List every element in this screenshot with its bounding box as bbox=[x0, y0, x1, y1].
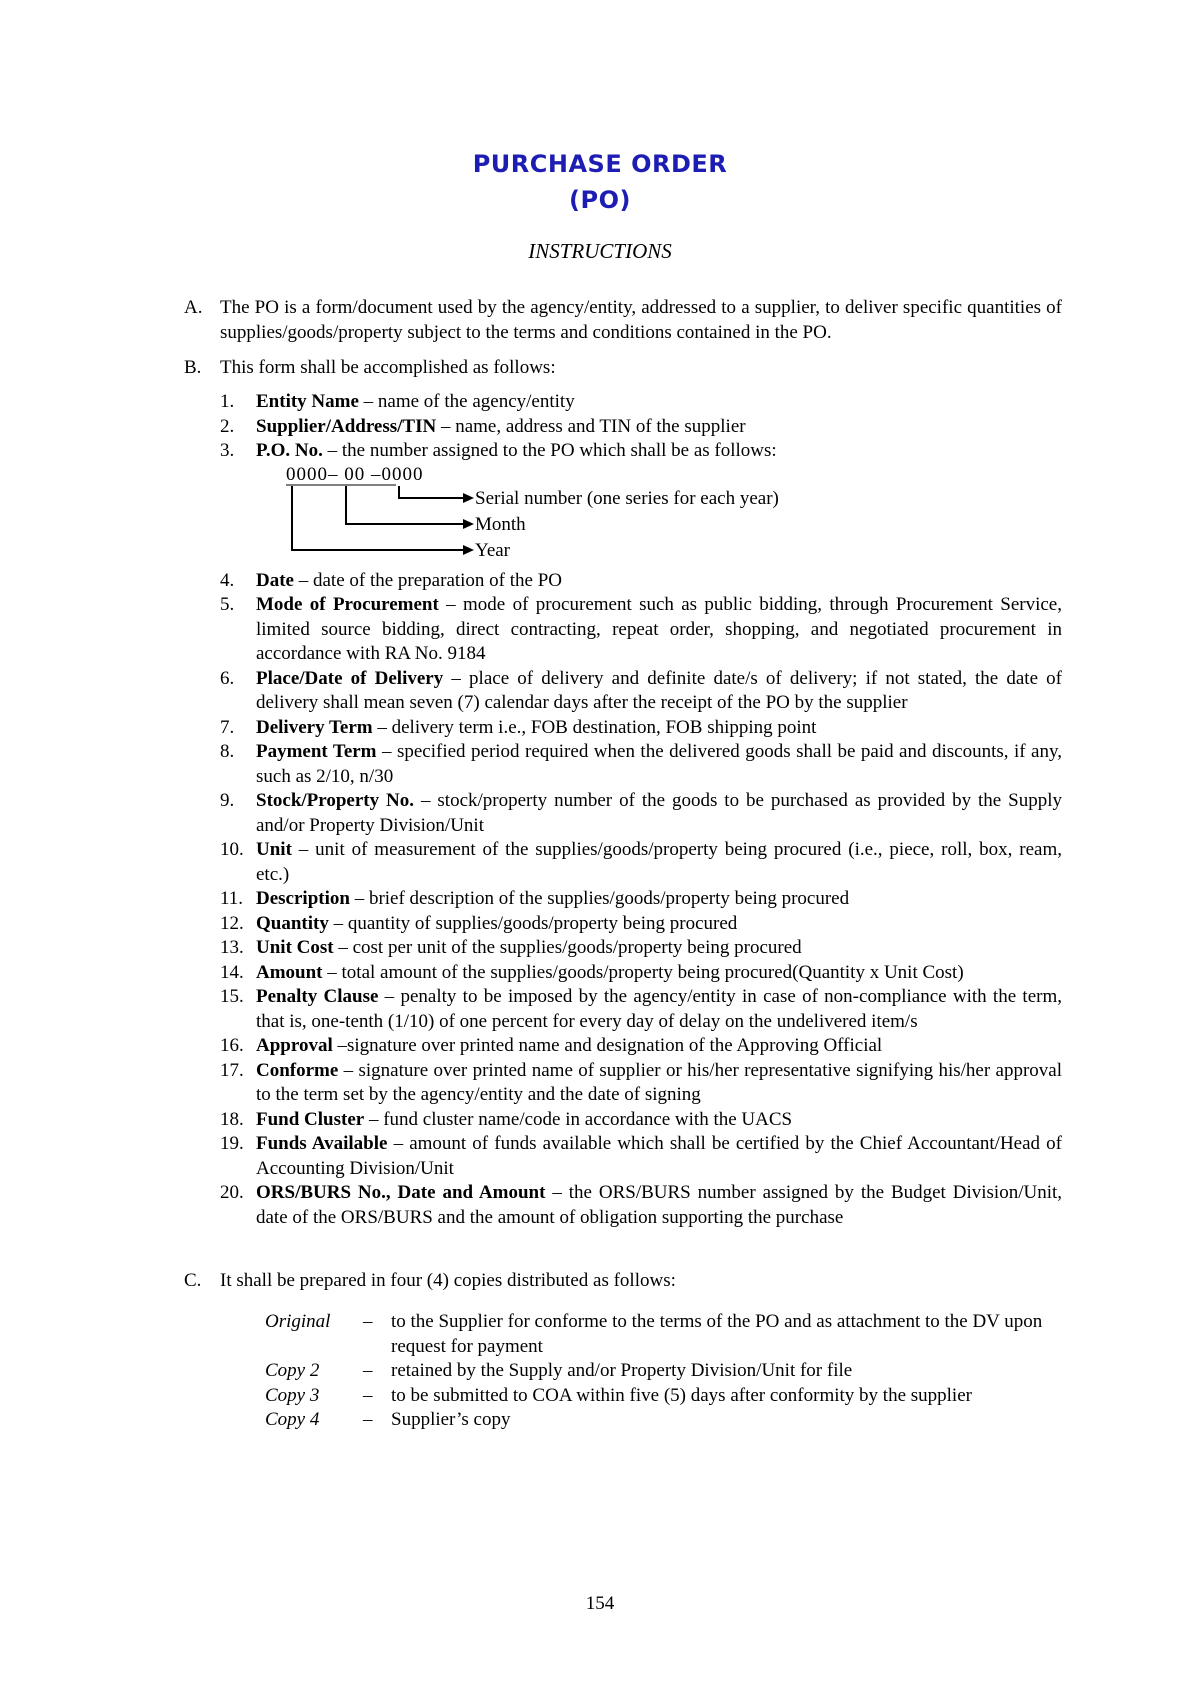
item-description: – unit of measurement of the supplies/goods/property being procured (i.e., piece, roll, box, ream, etc.) bbox=[256, 839, 1062, 885]
item-number: 2. bbox=[220, 415, 235, 437]
item-description: – name of the agency/entity bbox=[358, 391, 575, 412]
item-description: – place of delivery and definite date/s of delivery; if not stated, the date of delivery shall mean seven (7) calendar days after the receipt of the PO by the supplier bbox=[256, 667, 1062, 713]
list-item bbox=[220, 569, 1062, 594]
list-item bbox=[220, 789, 1062, 838]
copy-dash: – bbox=[363, 1311, 373, 1332]
item-description: – delivery term i.e., FOB destination, FOB shipping point bbox=[372, 716, 817, 738]
serial-arrow-head bbox=[463, 493, 474, 503]
copy-row bbox=[265, 1408, 1065, 1433]
list-item bbox=[220, 1108, 1062, 1133]
copy-name: Original bbox=[265, 1311, 331, 1332]
item-term: ORS/BURS No., Date and Amount bbox=[256, 1182, 546, 1203]
item-description: – mode of procurement such as public bidding, through Procurement Service, limited source bidding, direct contracting, repeat order, shopping, and negotiated procurement in accordance with RA No. 9184 bbox=[256, 594, 1062, 664]
item-term: Quantity bbox=[256, 912, 329, 934]
po-number-format-diagram bbox=[220, 464, 1062, 569]
page-title-abbreviation: (PO) bbox=[569, 186, 631, 214]
item-description: – total amount of the supplies/goods/property being procured(Quantity x Unit Cost) bbox=[322, 961, 964, 983]
list-item bbox=[220, 593, 1062, 667]
copy-dash: – bbox=[363, 1360, 373, 1381]
item-term: Conforme bbox=[256, 1059, 339, 1081]
section-b-letter: B. bbox=[184, 357, 202, 378]
item-term: Funds Available bbox=[256, 1133, 388, 1154]
list-item bbox=[220, 667, 1062, 716]
po-number-arrows bbox=[220, 464, 1062, 569]
po-number-code: 0000– 00 –0000 bbox=[286, 463, 424, 485]
item-term: Date bbox=[256, 569, 294, 591]
item-term: Unit bbox=[256, 839, 292, 860]
item-number: 1. bbox=[220, 391, 235, 412]
item-number: 7. bbox=[220, 716, 235, 738]
list-item bbox=[220, 439, 1062, 464]
item-number: 17. bbox=[220, 1059, 244, 1081]
copy-name: Copy 3 bbox=[265, 1384, 320, 1406]
item-description: – stock/property number of the goods to be purchased as provided by the Supply and/or Property Division/Unit bbox=[256, 790, 1062, 836]
item-description: – amount of funds available which shall be certified by the Chief Accountant/Head of Accounting Division/Unit bbox=[256, 1133, 1062, 1179]
item-number: 18. bbox=[220, 1108, 244, 1130]
item-term: Delivery Term bbox=[256, 716, 373, 738]
item-description: – the number assigned to the PO which shall be as follows: bbox=[322, 440, 777, 461]
copy-row bbox=[265, 1384, 1065, 1409]
year-arrow-line bbox=[292, 486, 464, 550]
item-description: –signature over printed name and designation of the Approving Official bbox=[332, 1035, 883, 1056]
item-number: 4. bbox=[220, 569, 235, 591]
list-item bbox=[220, 912, 1062, 937]
item-number: 20. bbox=[220, 1182, 244, 1203]
item-description: – date of the preparation of the PO bbox=[293, 569, 563, 591]
item-number: 15. bbox=[220, 986, 244, 1007]
copy-dash: – bbox=[363, 1409, 373, 1430]
item-term: Amount bbox=[256, 961, 323, 983]
item-term: Supplier/Address/TIN bbox=[256, 415, 437, 437]
item-number: 12. bbox=[220, 912, 244, 934]
serial-arrow-line bbox=[399, 486, 464, 498]
page-title: PURCHASE ORDER bbox=[472, 150, 728, 178]
copy-description: to be submitted to COA within five (5) days after conformity by the supplier bbox=[391, 1384, 972, 1406]
instructions-heading: INSTRUCTIONS bbox=[528, 239, 672, 263]
item-term: Description bbox=[256, 888, 350, 909]
year-label: Year bbox=[475, 539, 511, 561]
item-number: 8. bbox=[220, 741, 235, 762]
list-item bbox=[220, 1059, 1062, 1108]
list-item bbox=[220, 390, 1062, 415]
list-item bbox=[220, 936, 1062, 961]
section-a-letter: A. bbox=[184, 297, 203, 318]
copy-name: Copy 2 bbox=[265, 1360, 320, 1381]
copy-description: Supplier’s copy bbox=[391, 1409, 511, 1430]
section-a-text: The PO is a form/document used by the agency/entity, addressed to a supplier, to deliver specific quantities of supplies/goods/property subject to the terms and conditions contained in the PO. bbox=[220, 297, 1062, 343]
copy-description: to the Supplier for conforme to the terms of the PO and as attachment to the DV upon request for payment bbox=[391, 1311, 1043, 1357]
item-description: – cost per unit of the supplies/goods/property being procured bbox=[333, 937, 802, 958]
month-label: Month bbox=[475, 513, 526, 535]
section-c-text: It shall be prepared in four (4) copies distributed as follows: bbox=[220, 1270, 676, 1291]
item-term: Mode of Procurement bbox=[256, 594, 439, 615]
item-description: – fund cluster name/code in accordance with the UACS bbox=[364, 1108, 793, 1130]
list-item bbox=[220, 415, 1062, 440]
list-item bbox=[220, 740, 1062, 789]
item-number: 9. bbox=[220, 790, 235, 811]
item-term: Unit Cost bbox=[256, 937, 334, 958]
list-item bbox=[220, 887, 1062, 912]
item-number: 10. bbox=[220, 839, 244, 860]
item-description: – name, address and TIN of the supplier bbox=[436, 415, 746, 437]
list-item bbox=[220, 1034, 1062, 1059]
item-number: 5. bbox=[220, 594, 235, 615]
list-item bbox=[220, 985, 1062, 1034]
section-b-text: This form shall be accomplished as follows: bbox=[220, 357, 556, 378]
item-description: – specified period required when the delivered goods shall be paid and discounts, if any, such as 2/10, n/30 bbox=[256, 741, 1062, 787]
copy-description: retained by the Supply and/or Property Division/Unit for file bbox=[391, 1360, 853, 1381]
item-description: – quantity of supplies/goods/property being procured bbox=[328, 912, 738, 934]
page-number: 154 bbox=[585, 1593, 615, 1614]
list-item bbox=[220, 1132, 1062, 1181]
item-number: 6. bbox=[220, 667, 235, 689]
section-c-letter: C. bbox=[184, 1270, 202, 1291]
item-number: 3. bbox=[220, 440, 235, 461]
copy-dash: – bbox=[363, 1384, 373, 1406]
item-description: – brief description of the supplies/goods/property being procured bbox=[349, 888, 850, 909]
item-term: Payment Term bbox=[256, 741, 377, 762]
year-arrow-head bbox=[463, 545, 474, 555]
item-term: Place/Date of Delivery bbox=[256, 667, 444, 689]
item-number: 14. bbox=[220, 961, 244, 983]
list-item bbox=[220, 838, 1062, 887]
item-description: – the ORS/BURS number assigned by the Budget Division/Unit, date of the ORS/BURS and the amount of obligation supporting the purchase bbox=[256, 1182, 1063, 1228]
copy-row bbox=[265, 1359, 1065, 1384]
item-number: 11. bbox=[220, 888, 244, 909]
month-arrow-head bbox=[463, 519, 474, 529]
month-arrow-line bbox=[346, 486, 464, 524]
item-number: 16. bbox=[220, 1035, 244, 1056]
copies-distribution bbox=[265, 1310, 1065, 1433]
copy-name: Copy 4 bbox=[265, 1409, 320, 1430]
list-item bbox=[220, 716, 1062, 741]
serial-number-label: Serial number (one series for each year) bbox=[475, 487, 779, 509]
list-item bbox=[220, 961, 1062, 986]
instruction-list bbox=[220, 390, 1062, 1230]
copy-row bbox=[265, 1310, 1065, 1359]
item-number: 13. bbox=[220, 937, 244, 958]
item-term: Entity Name bbox=[256, 391, 359, 412]
item-term: Approval bbox=[256, 1035, 333, 1056]
item-term: P.O. No. bbox=[256, 440, 323, 461]
item-description: – signature over printed name of supplier or his/her representative signifying his/her approval to the term set by the agency/entity and the date of signing bbox=[256, 1059, 1062, 1105]
item-description: – penalty to be imposed by the agency/entity in case of non-compliance with the term, that is, one-tenth (1/10) of one percent for every day of delay on the undelivered item/s bbox=[256, 986, 1062, 1032]
item-term: Penalty Clause bbox=[256, 986, 379, 1007]
item-number: 19. bbox=[220, 1133, 244, 1154]
item-term: Fund Cluster bbox=[256, 1108, 365, 1130]
list-item bbox=[220, 1181, 1062, 1230]
item-term: Stock/Property No. bbox=[256, 790, 415, 811]
